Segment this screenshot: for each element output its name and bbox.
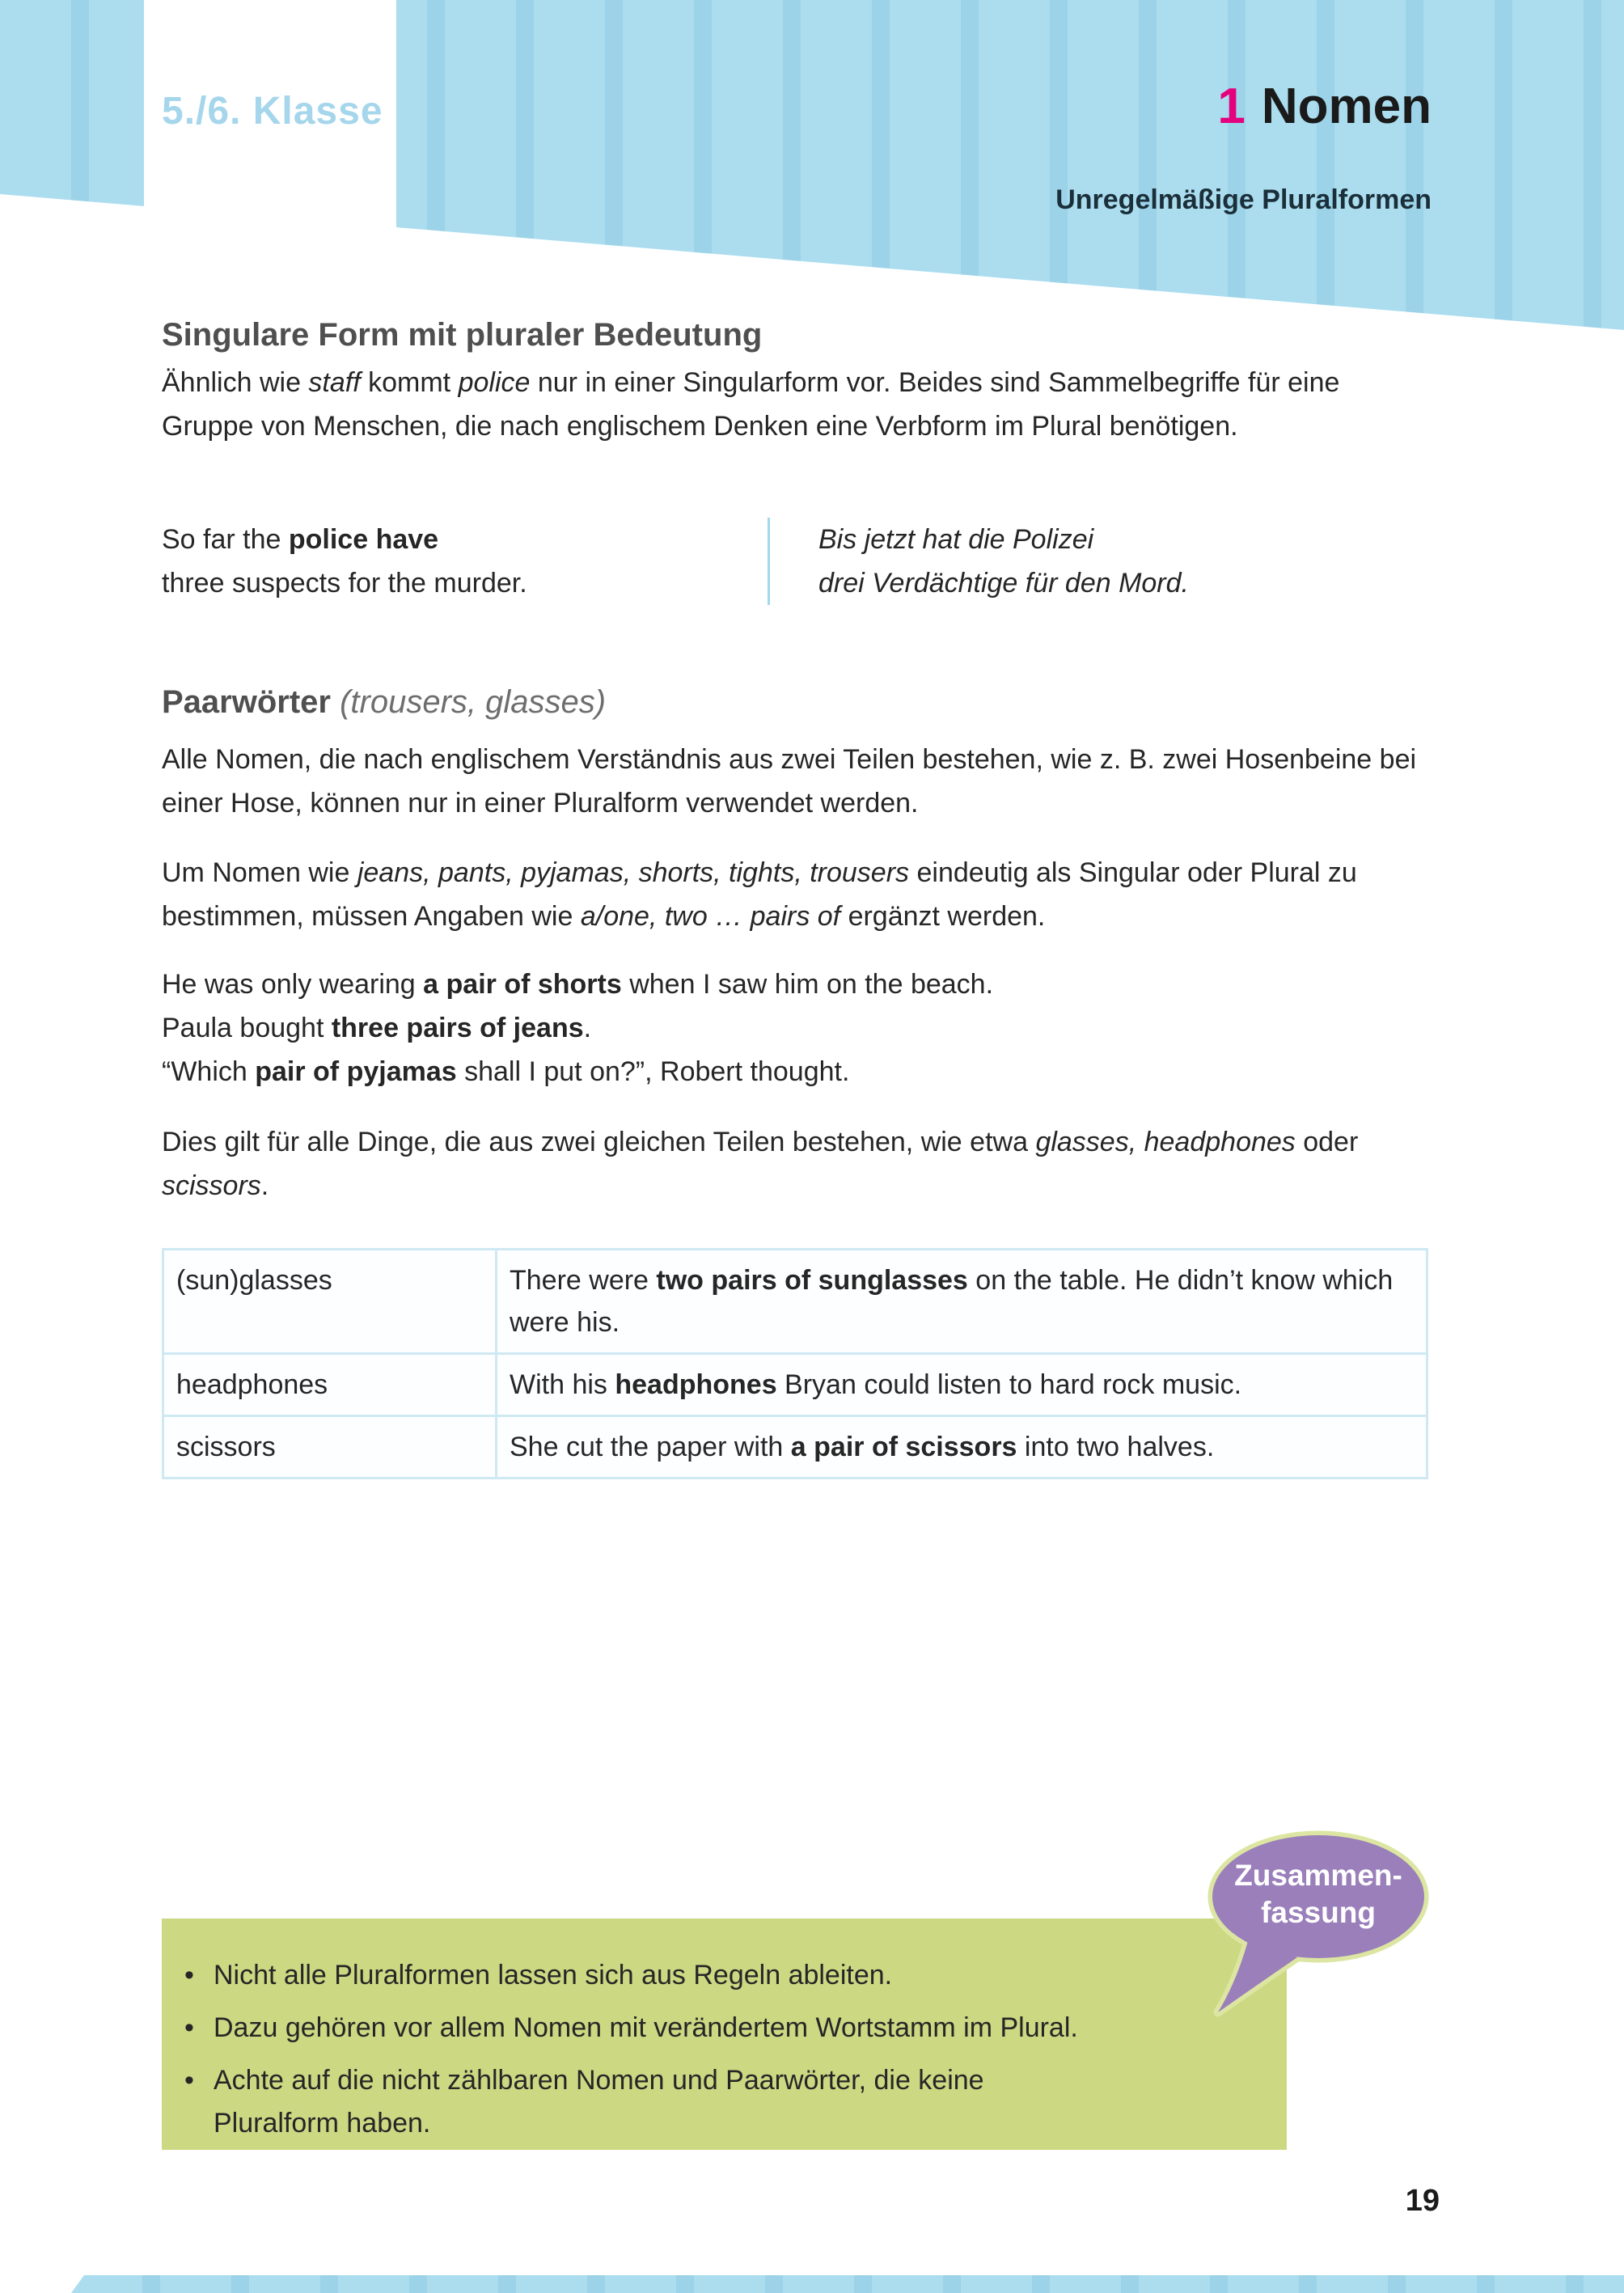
summary-bullet-item: [184, 1954, 1082, 1997]
paragraph-paar-note: Dies gilt für alle Dinge, die aus zwei gleichen Teilen bestehen, wie etwa glasses, headphones oder scissors.: [162, 1127, 1359, 1201]
example-english-line1: So far the police have: [162, 524, 439, 555]
table-term-cell: headphones: [163, 1354, 497, 1416]
summary-bullet-item: [184, 2059, 1082, 2145]
paragraph-singular-intro: Ähnlich wie staff kommt police nur in einer Singularform vor. Beides sind Sammelbegriffe für eine Gruppe von Menschen, die nach englischem Denken eine Verbform im Plural benötigen.: [162, 367, 1340, 442]
table-term-cell: scissors: [163, 1416, 497, 1479]
example-sentence-3: “Which pair of pyjamas shall I put on?”, Robert thought.: [162, 1056, 850, 1087]
paragraph-paar-usage: Um Nomen wie jeans, pants, pyjamas, shorts, tights, trousers eindeutig als Singular oder Plural zu bestimmen, müssen Angaben wie a/one, two … pairs of ergänzt werden.: [162, 857, 1357, 932]
summary-bubble: [1195, 1818, 1446, 2053]
summary-bubble-line1: Zusammen-: [1234, 1859, 1402, 1892]
paragraph-paar-intro: Alle Nomen, die nach englischem Verständnis aus zwei Teilen bestehen, wie z. B. zwei Hosenbeine bei einer Hose, können nur in einer Pluralform verwendet werden.: [162, 744, 1417, 819]
example-sentences: [162, 962, 1440, 1094]
example-sentence-1: He was only wearing a pair of shorts when I saw him on the beach.: [162, 969, 994, 1000]
table-sentence-cell: There were two pairs of sunglasses on the table. He didn’t know which were his.: [497, 1250, 1427, 1354]
table-sentence-cell: She cut the paper with a pair of scissors into two halves.: [497, 1416, 1427, 1479]
summary-bullet-text: Achte auf die nicht zählbaren Nomen und Paarwörter, die keine Pluralform haben.: [214, 2065, 984, 2139]
chapter-title: Nomen: [1261, 78, 1432, 134]
chapter-heading: [1217, 78, 1432, 135]
summary-bullet-list: [162, 1919, 1287, 2145]
example-german-line2: drei Verdächtige für den Mord.: [818, 568, 1189, 599]
summary-bullet-text: Nicht alle Pluralformen lassen sich aus Regeln ableiten.: [214, 1960, 893, 1991]
example-police: [162, 518, 1189, 605]
example-english-line2: three suspects for the murder.: [162, 568, 527, 599]
chapter-subtitle: Unregelmäßige Pluralformen: [1055, 184, 1432, 215]
summary-bubble-line2: fassung: [1261, 1896, 1376, 1929]
grade-label: 5./6. Klasse: [162, 90, 383, 133]
summary-bubble-label: [1212, 1857, 1424, 1931]
table-row: [163, 1416, 1427, 1479]
table-row: [163, 1354, 1427, 1416]
summary-bullet-text: Dazu gehören vor allem Nomen mit verändertem Wortstamm im Plural.: [214, 2012, 1078, 2043]
chapter-number: 1: [1217, 78, 1245, 134]
bullet-marker: •: [184, 2065, 194, 2096]
bullet-marker: •: [184, 2012, 194, 2043]
example-english: [162, 518, 768, 605]
table-term-cell: (sun)glasses: [163, 1250, 497, 1354]
example-german-line1: Bis jetzt hat die Polizei: [818, 524, 1094, 555]
page-number: 19: [1405, 2184, 1440, 2218]
bullet-marker: •: [184, 1960, 194, 1991]
footer-band: [71, 2275, 1624, 2293]
summary-bullet-item: [184, 2007, 1082, 2050]
table-row: [163, 1250, 1427, 1354]
example-german: [818, 518, 1189, 605]
example-divider: [768, 518, 770, 605]
example-sentence-2: Paula bought three pairs of jeans.: [162, 1013, 592, 1043]
summary-box: [162, 1919, 1287, 2150]
table-sentence-cell: With his headphones Bryan could listen to hard rock music.: [497, 1354, 1427, 1416]
pair-words-table: [162, 1248, 1428, 1479]
header-band-gap: [144, 0, 396, 348]
section-heading-singular: Singulare Form mit pluraler Bedeutung: [162, 317, 763, 353]
section-heading-paarwoerter: Paarwörter (trousers, glasses): [162, 684, 607, 720]
